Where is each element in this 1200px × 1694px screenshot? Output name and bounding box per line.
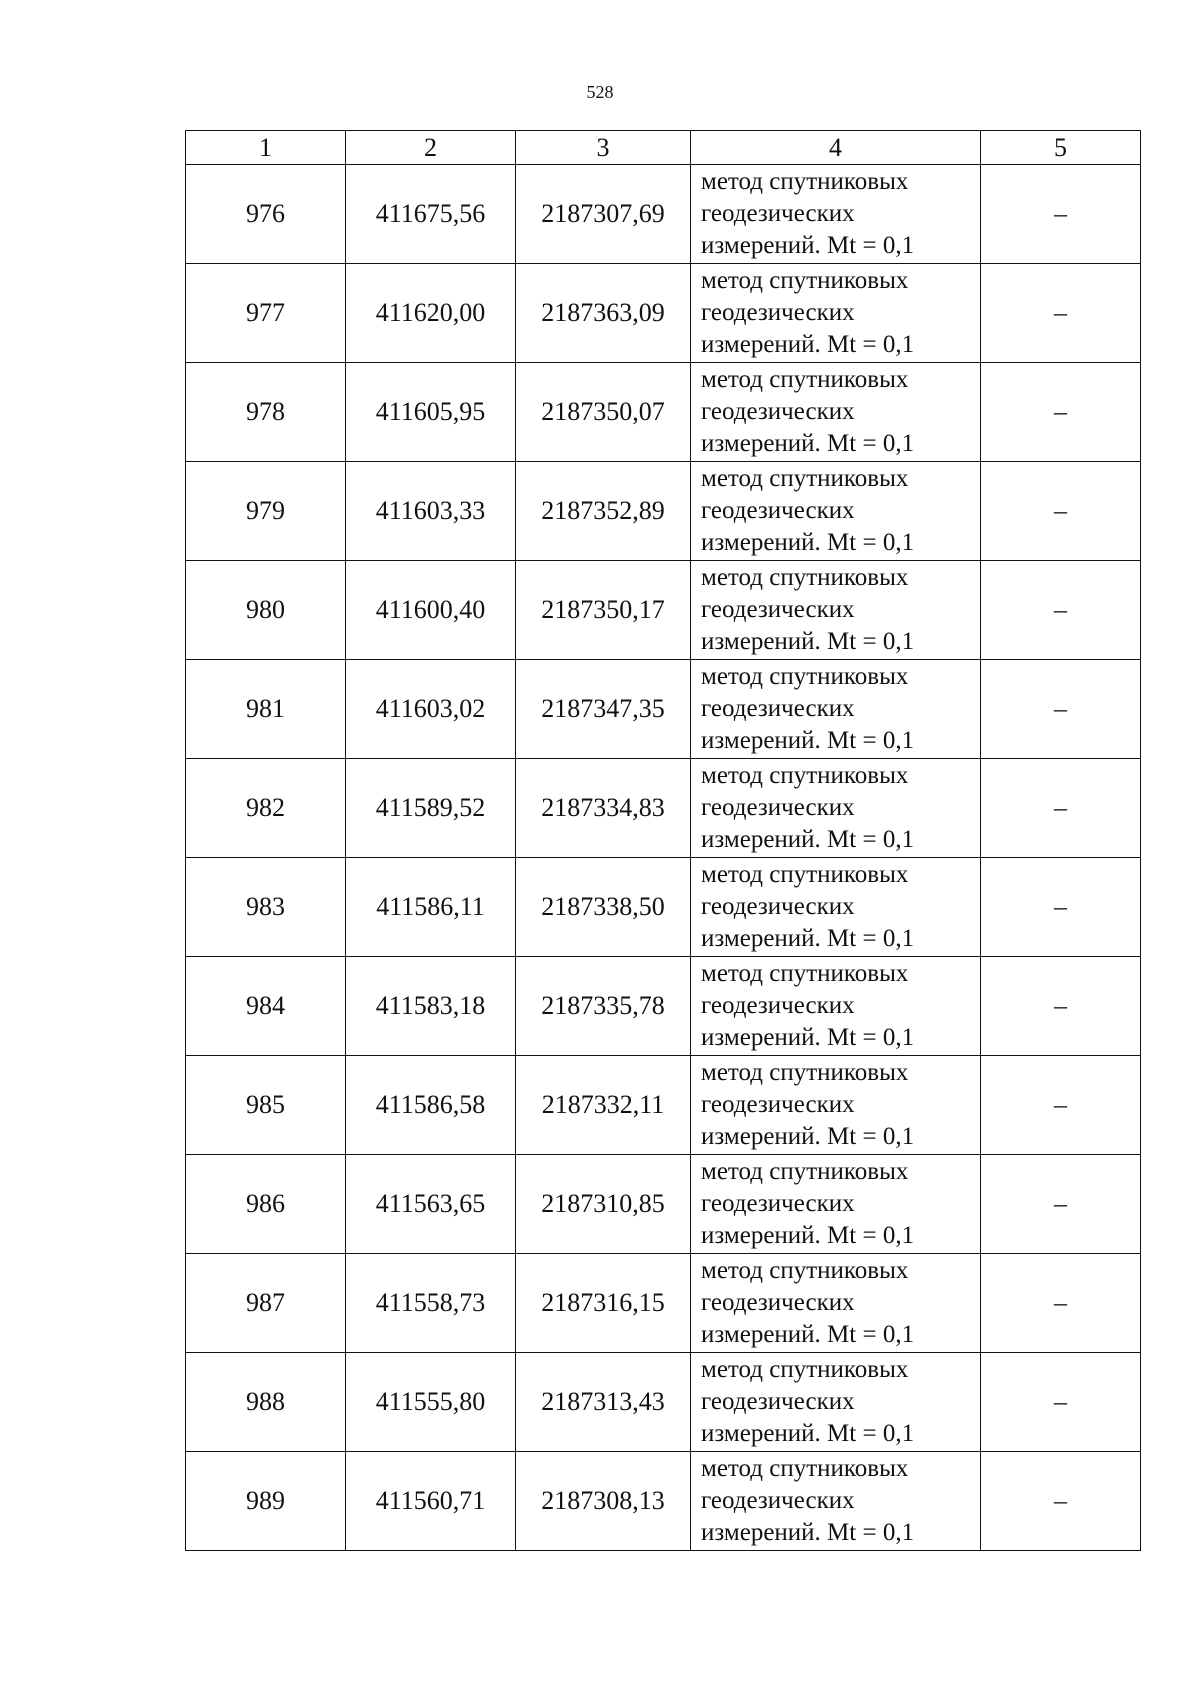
method-cell: метод спутниковых геодезических измерений. Mt = 0,1 [691,1254,981,1353]
note-cell: – [981,1353,1141,1452]
table-row [186,264,1141,363]
table-row [186,858,1141,957]
coordinates-table [185,130,1141,1551]
y-coordinate-cell: 2187363,09 [516,264,691,363]
column-header-2: 2 [346,131,516,165]
method-cell: метод спутниковых геодезических измерений. Mt = 0,1 [691,561,981,660]
method-cell: метод спутниковых геодезических измерений. Mt = 0,1 [691,1056,981,1155]
table-row [186,1254,1141,1353]
x-coordinate-cell: 411558,73 [346,1254,516,1353]
y-coordinate-cell: 2187350,17 [516,561,691,660]
x-coordinate-cell: 411586,58 [346,1056,516,1155]
point-number-cell: 979 [186,462,346,561]
note-cell: – [981,561,1141,660]
table-row [186,363,1141,462]
y-coordinate-cell: 2187350,07 [516,363,691,462]
x-coordinate-cell: 411586,11 [346,858,516,957]
note-cell: – [981,759,1141,858]
y-coordinate-cell: 2187308,13 [516,1452,691,1551]
method-cell: метод спутниковых геодезических измерений. Mt = 0,1 [691,363,981,462]
column-header-5: 5 [981,131,1141,165]
point-number-cell: 989 [186,1452,346,1551]
y-coordinate-cell: 2187316,15 [516,1254,691,1353]
method-cell: метод спутниковых геодезических измерений. Mt = 0,1 [691,1452,981,1551]
x-coordinate-cell: 411605,95 [346,363,516,462]
point-number-cell: 985 [186,1056,346,1155]
note-cell: – [981,264,1141,363]
note-cell: – [981,1056,1141,1155]
table-row [186,165,1141,264]
x-coordinate-cell: 411560,71 [346,1452,516,1551]
note-cell: – [981,957,1141,1056]
point-number-cell: 978 [186,363,346,462]
table-row [186,1056,1141,1155]
point-number-cell: 982 [186,759,346,858]
table-row [186,1452,1141,1551]
x-coordinate-cell: 411563,65 [346,1155,516,1254]
table-row [186,1155,1141,1254]
y-coordinate-cell: 2187307,69 [516,165,691,264]
method-cell: метод спутниковых геодезических измерений. Mt = 0,1 [691,759,981,858]
table-header-row [186,131,1141,165]
note-cell: – [981,660,1141,759]
point-number-cell: 984 [186,957,346,1056]
y-coordinate-cell: 2187352,89 [516,462,691,561]
method-cell: метод спутниковых геодезических измерений. Mt = 0,1 [691,165,981,264]
note-cell: – [981,858,1141,957]
x-coordinate-cell: 411603,33 [346,462,516,561]
point-number-cell: 983 [186,858,346,957]
note-cell: – [981,1155,1141,1254]
x-coordinate-cell: 411555,80 [346,1353,516,1452]
point-number-cell: 980 [186,561,346,660]
table-row [186,957,1141,1056]
x-coordinate-cell: 411603,02 [346,660,516,759]
point-number-cell: 981 [186,660,346,759]
table-row [186,759,1141,858]
note-cell: – [981,165,1141,264]
x-coordinate-cell: 411583,18 [346,957,516,1056]
page-number: 528 [586,82,614,102]
y-coordinate-cell: 2187338,50 [516,858,691,957]
x-coordinate-cell: 411620,00 [346,264,516,363]
method-cell: метод спутниковых геодезических измерений. Mt = 0,1 [691,660,981,759]
column-header-1: 1 [186,131,346,165]
method-cell: метод спутниковых геодезических измерений. Mt = 0,1 [691,264,981,363]
table-row [186,561,1141,660]
y-coordinate-cell: 2187310,85 [516,1155,691,1254]
x-coordinate-cell: 411589,52 [346,759,516,858]
table-row [186,1353,1141,1452]
note-cell: – [981,363,1141,462]
table-row [186,660,1141,759]
point-number-cell: 988 [186,1353,346,1452]
point-number-cell: 977 [186,264,346,363]
y-coordinate-cell: 2187334,83 [516,759,691,858]
note-cell: – [981,1254,1141,1353]
table-row [186,462,1141,561]
method-cell: метод спутниковых геодезических измерений. Mt = 0,1 [691,1155,981,1254]
method-cell: метод спутниковых геодезических измерений. Mt = 0,1 [691,462,981,561]
x-coordinate-cell: 411675,56 [346,165,516,264]
y-coordinate-cell: 2187332,11 [516,1056,691,1155]
point-number-cell: 986 [186,1155,346,1254]
table-body [186,165,1141,1551]
column-header-4: 4 [691,131,981,165]
x-coordinate-cell: 411600,40 [346,561,516,660]
point-number-cell: 976 [186,165,346,264]
column-header-3: 3 [516,131,691,165]
y-coordinate-cell: 2187335,78 [516,957,691,1056]
note-cell: – [981,462,1141,561]
note-cell: – [981,1452,1141,1551]
point-number-cell: 987 [186,1254,346,1353]
method-cell: метод спутниковых геодезических измерений. Mt = 0,1 [691,957,981,1056]
y-coordinate-cell: 2187313,43 [516,1353,691,1452]
method-cell: метод спутниковых геодезических измерений. Mt = 0,1 [691,858,981,957]
y-coordinate-cell: 2187347,35 [516,660,691,759]
method-cell: метод спутниковых геодезических измерений. Mt = 0,1 [691,1353,981,1452]
